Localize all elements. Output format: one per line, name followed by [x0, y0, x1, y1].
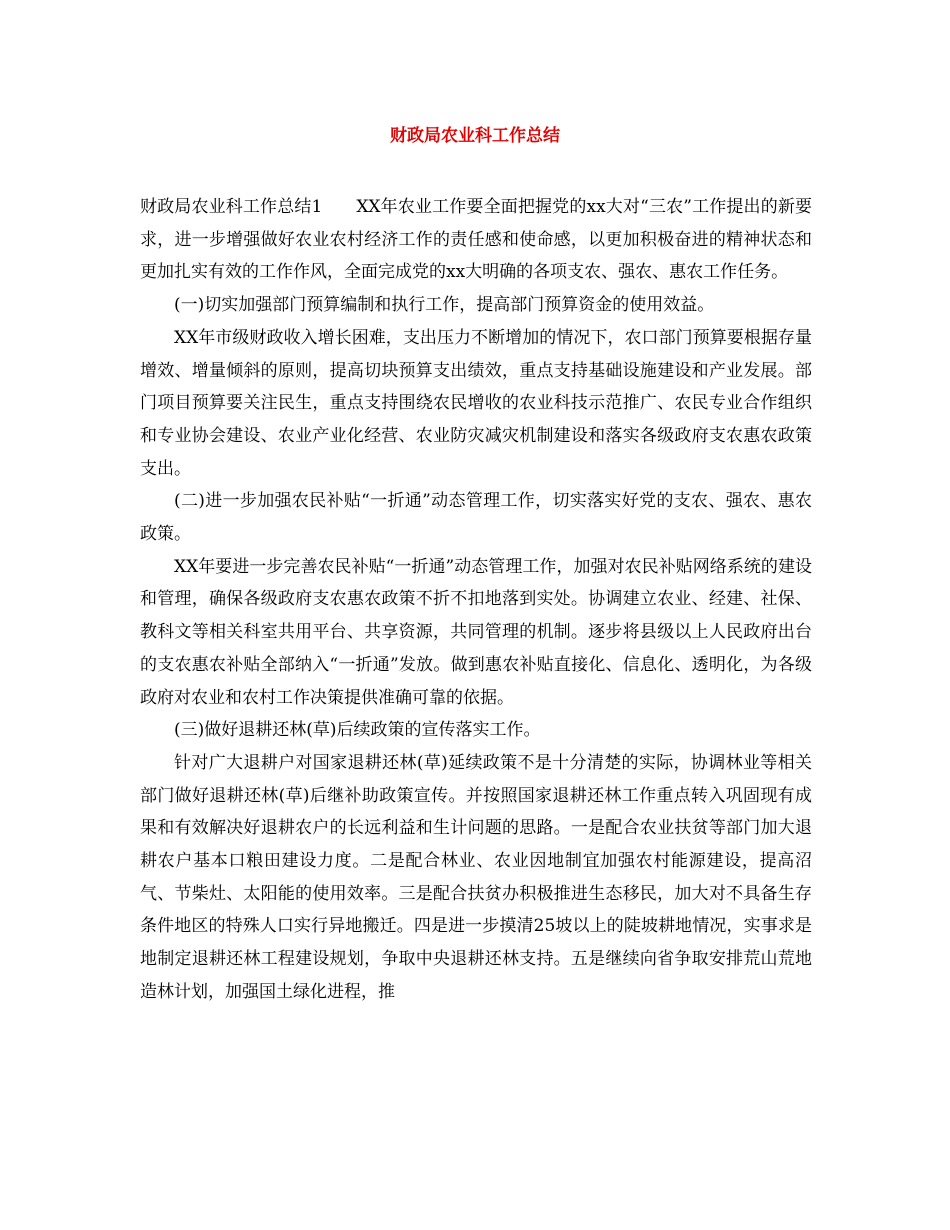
first-paragraph — [140, 191, 812, 289]
body-paragraph-1: XX年市级财政收入增长困难，支出压力不断增加的情况下，农口部门预算要根据存量增效、增量倾斜的原则，提高切块预算支出绩效，重点支持基础设施建设和产业发展。部门项目预算要关注民生，重点支持围绕农民增收的农业科技示范推广、农民专业合作组织和专业协会建设、农业产业化经营、农业防灾减灾机制建设和落实各级政府支农惠农政策支出。 — [140, 327, 812, 479]
first-paragraph-text: XX年农业工作要全面把握党的xx大对“三农”工作提出的新要求，进一步增强做好农业农村经济工作的责任感和使命感，以更加积极奋进的精神状态和更加扎实有效的工作作风，全面完成党的xx大明确的各项支农、强农、惠农工作任务。 — [140, 197, 812, 283]
heading-paragraph-1: (一)切实加强部门预算编制和执行工作，提高部门预算资金的使用效益。 — [174, 295, 715, 316]
heading-paragraph-3: (三)做好退耕还林(草)后续政策的宣传落实工作。 — [174, 720, 541, 741]
document-body — [140, 191, 812, 1009]
body-paragraph-3: 针对广大退耕户对国家退耕还林(草)延续政策不是十分清楚的实际，协调林业等相关部门做好退耕还林(草)后继补助政策宣传。并按照国家退耕还林工作重点转入巩固现有成果和有效解决好退耕农户的长远利益和生计问题的思路。一是配合农业扶贫等部门加大退耕农户基本口粮田建设力度。二是配合林业、农业因地制宜加强农村能源建设，提高沼气、节柴灶、太阳能的使用效率。三是配合扶贫办积极推进生态移民，加大对不具备生存条件地区的特殊人口实行异地搬迁。四是进一步摸清25坡以上的陡坡耕地情况，实事求是地制定退耕还林工程建设规划，争取中央退耕还林支持。五是继续向省争取安排荒山荒地造林计划，加强国土绿化进程，推 — [140, 752, 812, 1002]
section-label: 财政局农业科工作总结1 — [140, 197, 323, 217]
document-title: 财政局农业科工作总结 — [390, 126, 560, 146]
body-paragraph-2: XX年要进一步完善农民补贴“一折通”动态管理工作，加强对农民补贴网络系统的建设和管理，确保各级政府支农惠农政策不折不扣地落到实处。协调建立农业、经建、社保、教科文等相关科室共用平台、共享资源，共同管理的机制。逐步将县级以上人民政府出台的支农惠农补贴全部纳入“一折通”发放。做到惠农补贴直接化、信息化、透明化，为各级政府对农业和农村工作决策提供准确可靠的依据。 — [140, 556, 812, 708]
heading-paragraph-2: (二)进一步加强农民补贴“一折通”动态管理工作，切实落实好党的支农、强农、惠农政策。 — [140, 491, 812, 545]
